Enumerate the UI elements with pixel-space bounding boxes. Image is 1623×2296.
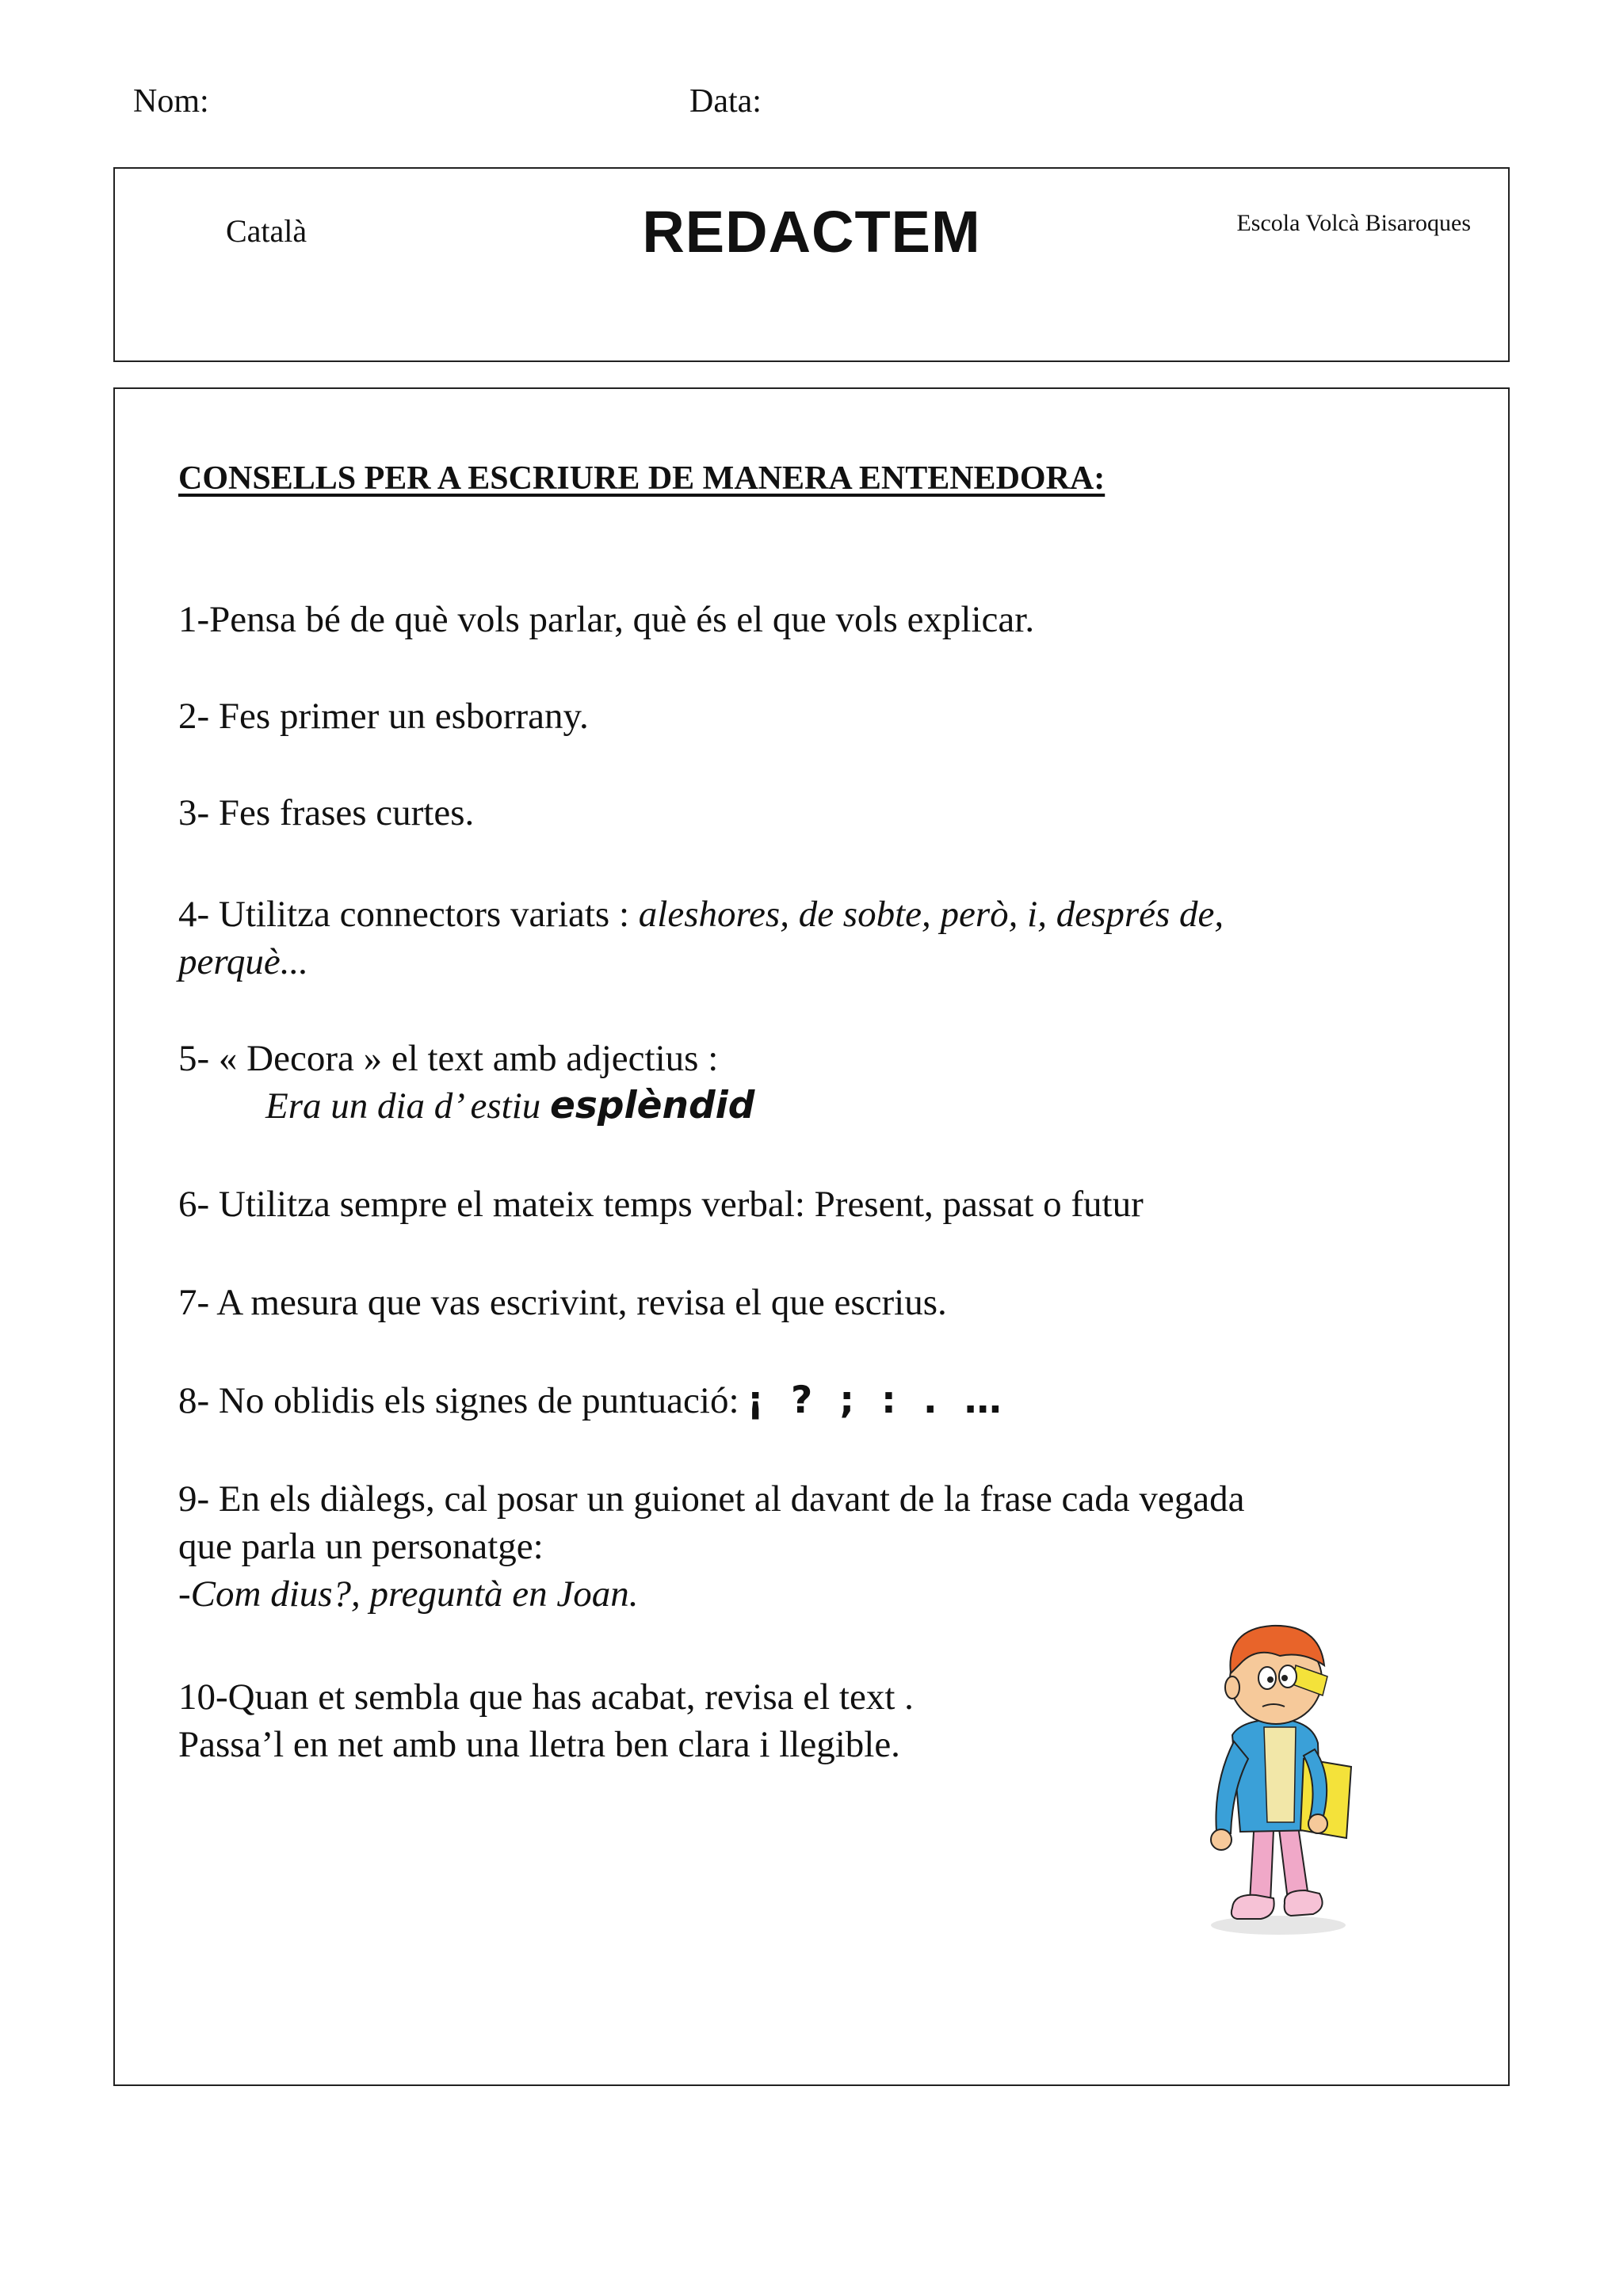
tip-9-example: -Com dius?, preguntà en Joan. [178, 1573, 639, 1615]
punctuation-signs [739, 1379, 1002, 1422]
tip-6: 6- Utilitza sempre el mateix temps verbal: Present, passat o futur [178, 1184, 1144, 1225]
left-eye [1258, 1667, 1276, 1689]
sign-semicolon: ; [839, 1379, 855, 1422]
page-title: REDACTEM [642, 199, 981, 265]
right-pupil [1281, 1675, 1288, 1681]
left-pupil [1267, 1676, 1274, 1683]
right-shoe [1285, 1890, 1323, 1916]
right-leg [1278, 1821, 1308, 1900]
tip-10 [178, 1673, 1319, 1768]
section-heading: CONSELLS PER A ESCRIURE DE MANERA ENTENEDORA: [178, 460, 1106, 497]
right-eye [1279, 1665, 1296, 1688]
tip-2: 2- Fes primer un esborrany. [178, 696, 589, 737]
school-name: Escola Volcà Bisaroques [1236, 210, 1471, 236]
tip-9-lead: 9- En els diàlegs, cal posar un guionet al davant de la frase cada vegada que parla un personatge: [178, 1478, 1245, 1567]
ear [1225, 1676, 1239, 1699]
left-shoe [1232, 1895, 1274, 1919]
left-hand [1211, 1829, 1232, 1850]
right-hand [1308, 1814, 1327, 1833]
tip-5-example: Era un dia d’ estiu [265, 1085, 551, 1127]
tip-5 [178, 1035, 1319, 1130]
subject-label: Català [226, 213, 307, 249]
tip-5-lead: 5- « Decora » el text amb adjectius : [178, 1038, 719, 1079]
cartoon-boy-illustration [1185, 1608, 1391, 1941]
tip-3: 3- Fes frases curtes. [178, 792, 475, 833]
tip-10-line-2: Passa’l en net amb una lletra ben clara i llegible. [178, 1724, 900, 1765]
shirt [1264, 1727, 1296, 1822]
tip-8 [178, 1377, 1319, 1425]
sign-inverted-exclamation: ¡ [747, 1379, 764, 1422]
sign-question: ? [790, 1379, 813, 1422]
sign-ellipsis: … [964, 1379, 1002, 1422]
tip-8-lead: 8- No oblidis els signes de puntuació: [178, 1380, 739, 1421]
tip-4-lead: 4- Utilitza connectors variats : [178, 894, 639, 935]
shadow-shape [1211, 1916, 1346, 1935]
tip-1: 1-Pensa bé de què vols parlar, què és el que vols explicar. [178, 599, 1035, 640]
sign-colon: : [881, 1379, 896, 1422]
tip-10-line-1: 10-Quan et sembla que has acabat, revisa el text . [178, 1676, 914, 1718]
tip-5-adjective: esplèndid [550, 1084, 755, 1127]
tip-9 [178, 1475, 1288, 1618]
tip-4 [178, 891, 1319, 986]
tip-4-examples: aleshores, de sobte, però, i, després de, perquè... [178, 894, 1224, 982]
sign-period: . [922, 1379, 938, 1422]
date-label: Data: [689, 83, 762, 120]
name-label: Nom: [133, 83, 209, 120]
tip-7: 7- A mesura que vas escrivint, revisa el que escrius. [178, 1282, 947, 1323]
